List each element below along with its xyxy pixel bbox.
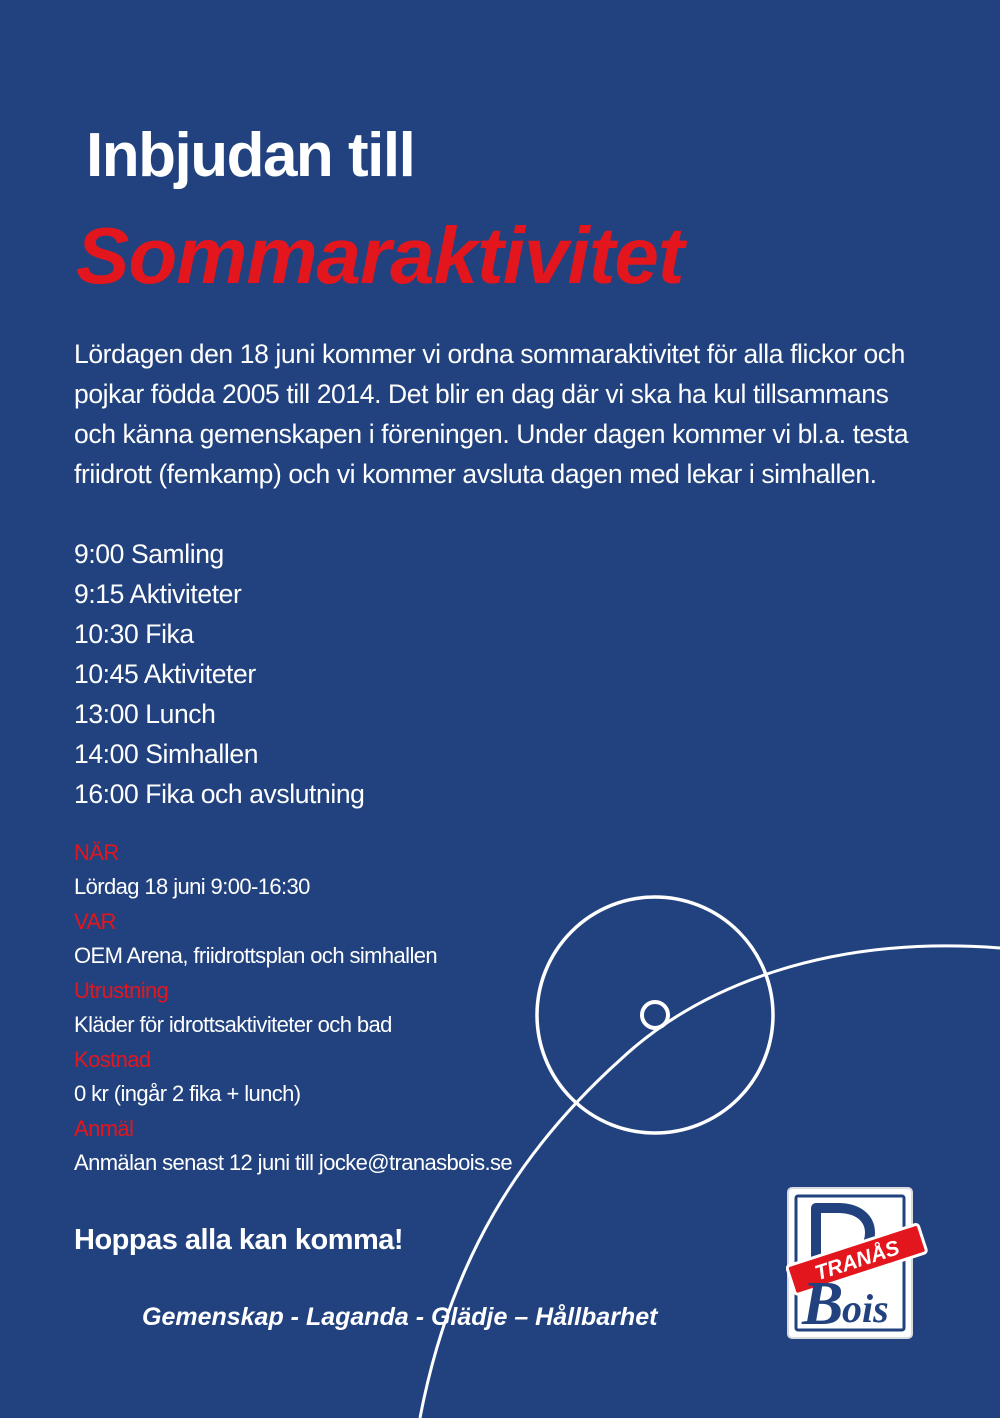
logo-letter-b: B	[802, 1270, 844, 1338]
info-value-register: Anmälan senast 12 juni till jocke@tranasbois.se	[74, 1150, 513, 1175]
title-line-1: Inbjudan till	[86, 121, 415, 190]
info-label-when: NÄR	[74, 840, 119, 865]
info-label-where: VAR	[74, 909, 116, 934]
schedule-item: 9:00 Samling	[74, 539, 224, 569]
large-ring	[537, 897, 773, 1133]
schedule-list	[74, 534, 365, 814]
info-label-cost: Kostnad	[74, 1047, 151, 1072]
logo-text-top: TRANÅS	[812, 1236, 903, 1286]
center-ring	[642, 1002, 668, 1028]
info-label-equipment: Utrustning	[74, 978, 169, 1003]
schedule-item: 10:45 Aktiviteter	[74, 659, 256, 689]
schedule-item: 16:00 Fika och avslutning	[74, 779, 365, 809]
info-section	[74, 836, 512, 1181]
info-value-equipment: Kläder för idrottsaktiviteter och bad	[74, 1012, 392, 1037]
motto-text: Gemenskap - Laganda - Glädje – Hållbarhet	[142, 1303, 658, 1331]
info-value-cost: 0 kr (ingår 2 fika + lunch)	[74, 1081, 301, 1106]
tranas-bois-logo	[786, 1186, 928, 1342]
schedule-item: 13:00 Lunch	[74, 699, 216, 729]
info-label-register: Anmäl	[74, 1116, 134, 1141]
schedule-item: 9:15 Aktiviteter	[74, 579, 242, 609]
info-value-when: Lördag 18 juni 9:00-16:30	[74, 874, 310, 899]
logo-text-bottom: ois	[842, 1286, 889, 1331]
info-value-where: OEM Arena, friidrottsplan och simhallen	[74, 943, 437, 968]
schedule-item: 14:00 Simhallen	[74, 739, 259, 769]
intro-paragraph: Lördagen den 18 juni kommer vi ordna sommaraktivitet för alla flickor och pojkar födda 2005 till 2014. Det blir en dag där vi ska ha kul tillsammans och känna gemenskapen i föreningen. Under dagen kommer vi bl.a. testa friidrott (femkamp) och vi kommer avsluta dagen med lekar i simhallen.	[74, 339, 909, 489]
schedule-item: 10:30 Fika	[74, 619, 194, 649]
title-line-2: Sommaraktivitet	[76, 211, 684, 300]
closing-text: Hoppas alla kan komma!	[74, 1224, 404, 1256]
